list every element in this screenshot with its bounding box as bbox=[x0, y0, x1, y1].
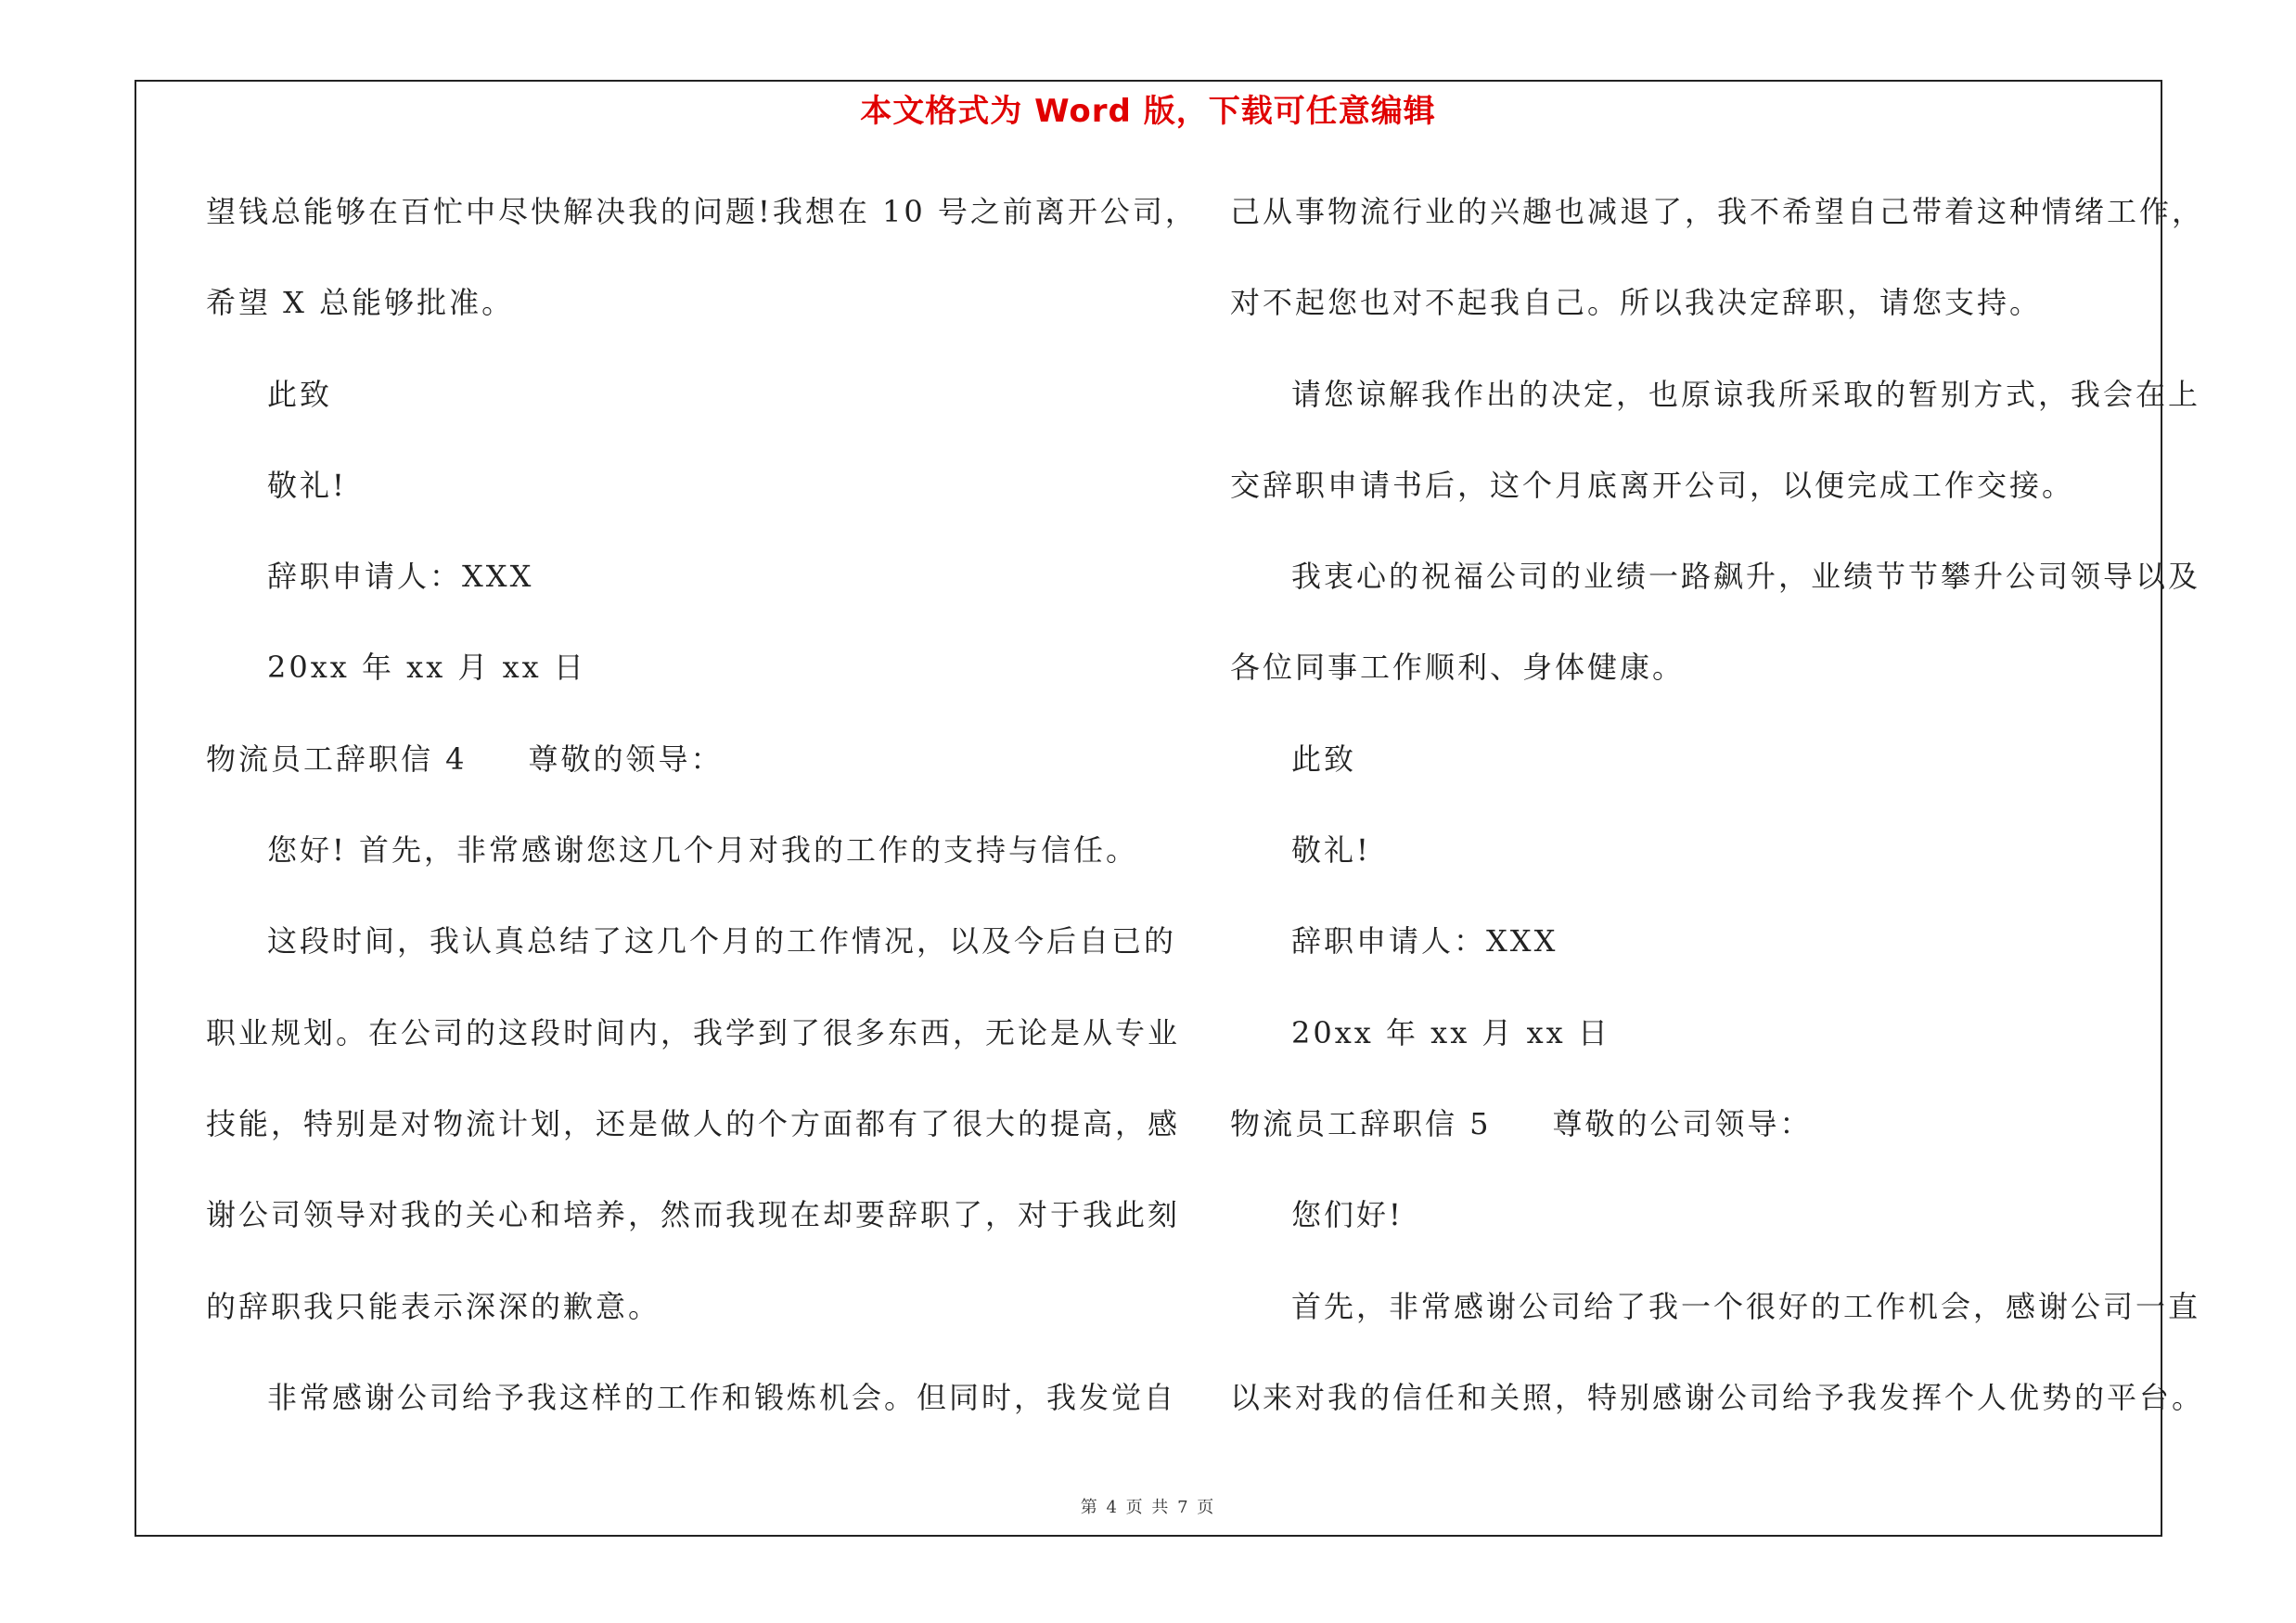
line-text: 您们好! bbox=[1291, 1197, 1404, 1233]
salutation: 尊敬的公司领导： bbox=[1552, 1105, 1813, 1141]
line-text: 对不起您也对不起我自己。所以我决定辞职，请您支持。 bbox=[1230, 285, 2043, 321]
right-column bbox=[1230, 184, 2204, 1461]
line-text: 辞职申请人：XXX bbox=[267, 559, 534, 595]
text-line bbox=[1230, 1370, 2204, 1461]
text-line bbox=[206, 1279, 1198, 1370]
line-text: 20xx 年 xx 月 xx 日 bbox=[267, 650, 586, 686]
text-line bbox=[1230, 639, 2204, 730]
line-text: 的辞职我只能表示深深的歉意。 bbox=[206, 1288, 661, 1324]
text-line bbox=[206, 1005, 1198, 1096]
text-line bbox=[1230, 1187, 2204, 1278]
line-text: 我衷心的祝福公司的业绩一路飙升，业绩节节攀升公司领导以及 bbox=[1291, 559, 2201, 595]
page-number: 第 4 页 共 7 页 bbox=[1080, 1498, 1216, 1517]
line-text: 此致 bbox=[267, 376, 333, 412]
text-line bbox=[1230, 913, 2204, 1004]
text-line bbox=[206, 731, 1198, 822]
text-line bbox=[206, 1187, 1198, 1278]
text-line bbox=[206, 457, 1198, 548]
line-text: 技能，特别是对物流计划，还是做人的个方面都有了很大的提高，感 bbox=[206, 1105, 1181, 1141]
left-column bbox=[206, 184, 1198, 1461]
line-text: 物流员工辞职信 4 bbox=[206, 741, 468, 777]
line-text: 希望 X 总能够批准。 bbox=[206, 285, 515, 321]
text-line bbox=[206, 184, 1198, 275]
text-line bbox=[1230, 457, 2204, 548]
line-text: 辞职申请人：XXX bbox=[1291, 923, 1558, 960]
line-text: 己从事物流行业的兴趣也减退了，我不希望自己带着这种情绪工作， bbox=[1230, 194, 2205, 229]
text-line bbox=[1230, 275, 2204, 366]
line-text: 以来对我的信任和关照，特别感谢公司给予我发挥个人优势的平台。 bbox=[1230, 1379, 2205, 1415]
text-line bbox=[206, 1096, 1198, 1187]
text-line bbox=[1230, 731, 2204, 822]
line-text: 请您谅解我作出的决定，也原谅我所采取的暂别方式，我会在上 bbox=[1291, 376, 2201, 412]
text-line bbox=[1230, 1279, 2204, 1370]
text-line bbox=[1230, 548, 2204, 639]
text-line bbox=[206, 548, 1198, 639]
line-text: 物流员工辞职信 5 bbox=[1230, 1105, 1492, 1141]
line-text: 望钱总能够在百忙中尽快解决我的问题!我想在 10 号之前离开公司， bbox=[206, 194, 1198, 229]
text-line bbox=[1230, 184, 2204, 275]
line-text: 各位同事工作顺利、身体健康。 bbox=[1230, 650, 1686, 686]
line-text: 此致 bbox=[1291, 741, 1357, 777]
text-line bbox=[1230, 367, 2204, 457]
text-line bbox=[1230, 1005, 2204, 1096]
text-line bbox=[206, 913, 1198, 1004]
line-text: 首先，非常感谢公司给了我一个很好的工作机会，感谢公司一直 bbox=[1291, 1288, 2201, 1324]
line-text: 敬礼! bbox=[1291, 832, 1371, 869]
line-text: 谢公司领导对我的关心和培养，然而我现在却要辞职了，对于我此刻 bbox=[206, 1197, 1181, 1233]
line-text: 非常感谢公司给予我这样的工作和锻炼机会。但同时，我发觉自 bbox=[267, 1379, 1177, 1415]
text-line bbox=[206, 822, 1198, 913]
line-text: 交辞职申请书后，这个月底离开公司，以便完成工作交接。 bbox=[1230, 467, 2075, 503]
text-line bbox=[1230, 822, 2204, 913]
format-banner: 本文格式为 Word 版，下载可任意编辑 bbox=[860, 93, 1436, 130]
text-line bbox=[206, 367, 1198, 457]
line-text: 20xx 年 xx 月 xx 日 bbox=[1291, 1014, 1610, 1050]
text-line bbox=[1230, 1096, 2204, 1187]
line-text: 敬礼! bbox=[267, 467, 347, 503]
text-line bbox=[206, 275, 1198, 366]
line-text: 您好! 首先，非常感谢您这几个月对我的工作的支持与信任。 bbox=[267, 832, 1139, 869]
text-line bbox=[206, 1370, 1198, 1461]
line-text: 职业规划。在公司的这段时间内，我学到了很多东西，无论是从专业 bbox=[206, 1014, 1181, 1050]
text-line bbox=[206, 639, 1198, 730]
line-text: 这段时间，我认真总结了这几个月的工作情况，以及今后自已的 bbox=[267, 923, 1177, 960]
salutation: 尊敬的领导： bbox=[528, 741, 724, 777]
